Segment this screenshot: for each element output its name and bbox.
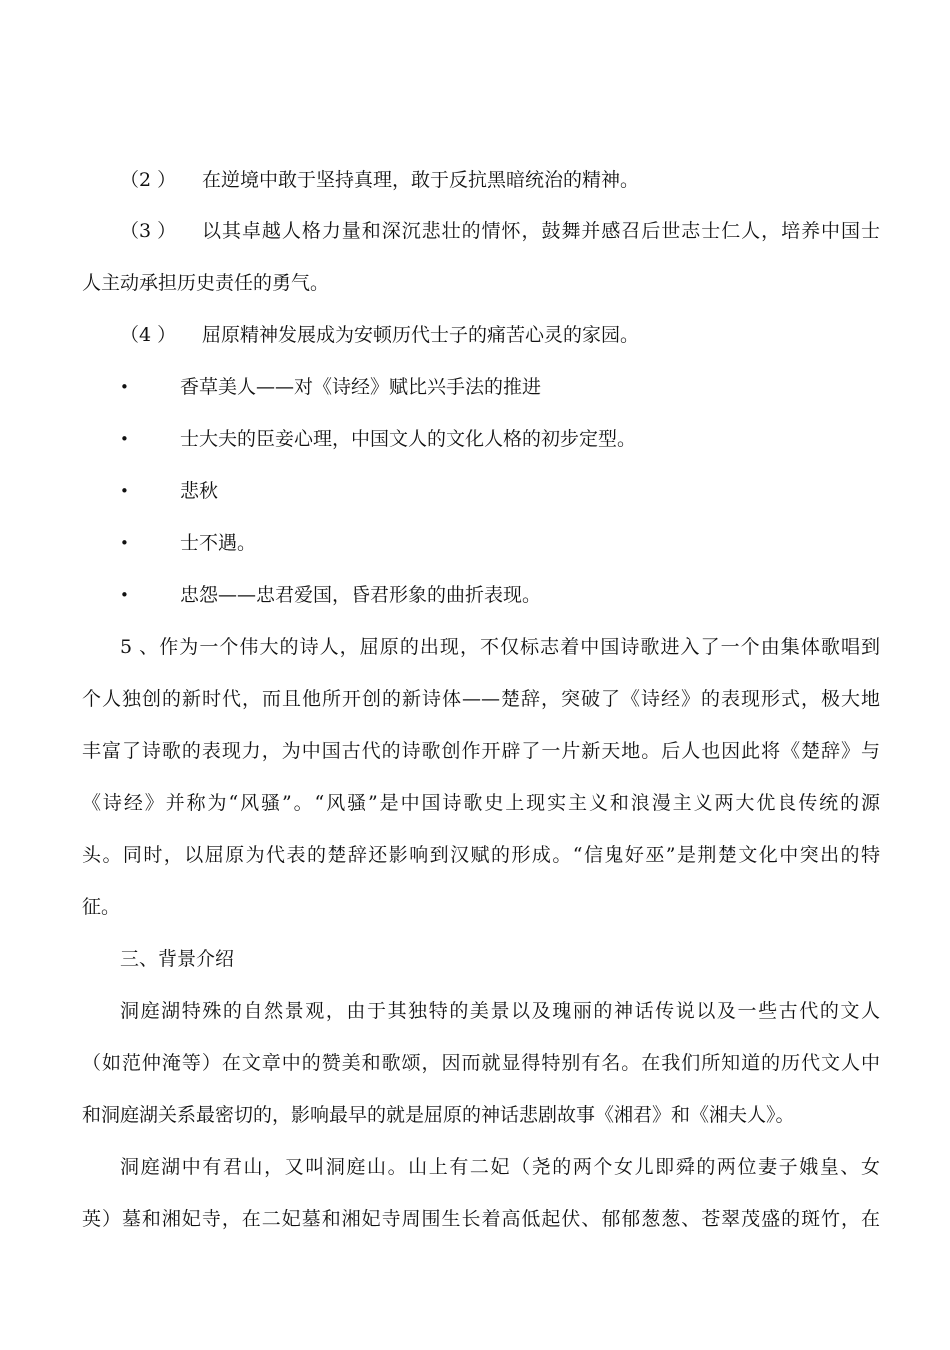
bg-para2-line-2: 英）墓和湘妃寺，在二妃墓和湘妃寺周围生长着高低起伏、郁郁葱葱、苍翠茂盛的斑竹，在 [82,1208,880,1230]
para5-line-2: 个人独创的新时代，而且他所开创的新诗体——楚辞，突破了《诗经》的表现形式，极大地 [82,688,880,710]
item-3-text: 以其卓越人格力量和深沉悲壮的情怀，鼓舞并感召后世志士仁人，培养中国士 [202,220,880,242]
para5-line-6: 征。 [82,896,121,918]
bg-para2-line-1: 洞庭湖中有君山，又叫洞庭山。山上有二妃（尧的两个女儿即舜的两位妻子娥皇、女 [120,1156,880,1178]
item-2-number: （2 ） [120,169,177,191]
item-2-text: 在逆境中敢于坚持真理，敢于反抗黑暗统治的精神。 [202,169,640,191]
bg-para1-line-3: 和洞庭湖关系最密切的，影响最早的就是屈原的神话悲剧故事《湘君》和《湘夫人》。 [82,1104,795,1126]
para5-line-3: 丰富了诗歌的表现力，为中国古代的诗歌创作开辟了一片新天地。后人也因此将《楚辞》与 [82,740,880,762]
item-4-text: 屈原精神发展成为安顿历代士子的痛苦心灵的家园。 [202,324,640,346]
para5-line-1: 5 、作为一个伟大的诗人，屈原的出现，不仅标志着中国诗歌进入了一个由集体歌唱到 [120,636,880,658]
bullet-2-text: 士大夫的臣妾心理，中国文人的文化人格的初步定型。 [180,428,637,450]
item-3-continuation: 人主动承担历史责任的勇气。 [82,272,330,294]
para5-line-4: 《诗经》并称为“风骚”。“风骚”是中国诗歌史上现实主义和浪漫主义两大优良传统的源 [82,792,880,814]
bullet-5-marker: • [120,586,129,604]
bullet-3-marker: • [120,482,129,500]
bullet-4-text: 士不遇。 [180,532,257,554]
section-heading: 三、背景介绍 [120,948,235,970]
bullet-2-marker: • [120,430,129,448]
bullet-1-marker: • [120,378,129,396]
item-4-number: （4 ） [120,324,177,346]
bullet-5-text: 忠怨——忠君爱国，昏君形象的曲折表现。 [180,584,542,606]
bg-para1-line-1: 洞庭湖特殊的自然景观，由于其独特的美景以及瑰丽的神话传说以及一些古代的文人 [120,1000,880,1022]
bg-para1-line-2: （如范仲淹等）在文章中的赞美和歌颂，因而就显得特别有名。在我们所知道的历代文人中 [82,1052,880,1074]
bullet-3-text: 悲秋 [180,480,219,502]
bullet-4-marker: • [120,534,129,552]
bullet-1-text: 香草美人——对《诗经》赋比兴手法的推进 [180,376,542,398]
para5-line-5: 头。同时，以屈原为代表的楚辞还影响到汉赋的形成。“信鬼好巫”是荆楚文化中突出的特 [82,844,880,866]
item-3-number: （3 ） [120,220,177,242]
